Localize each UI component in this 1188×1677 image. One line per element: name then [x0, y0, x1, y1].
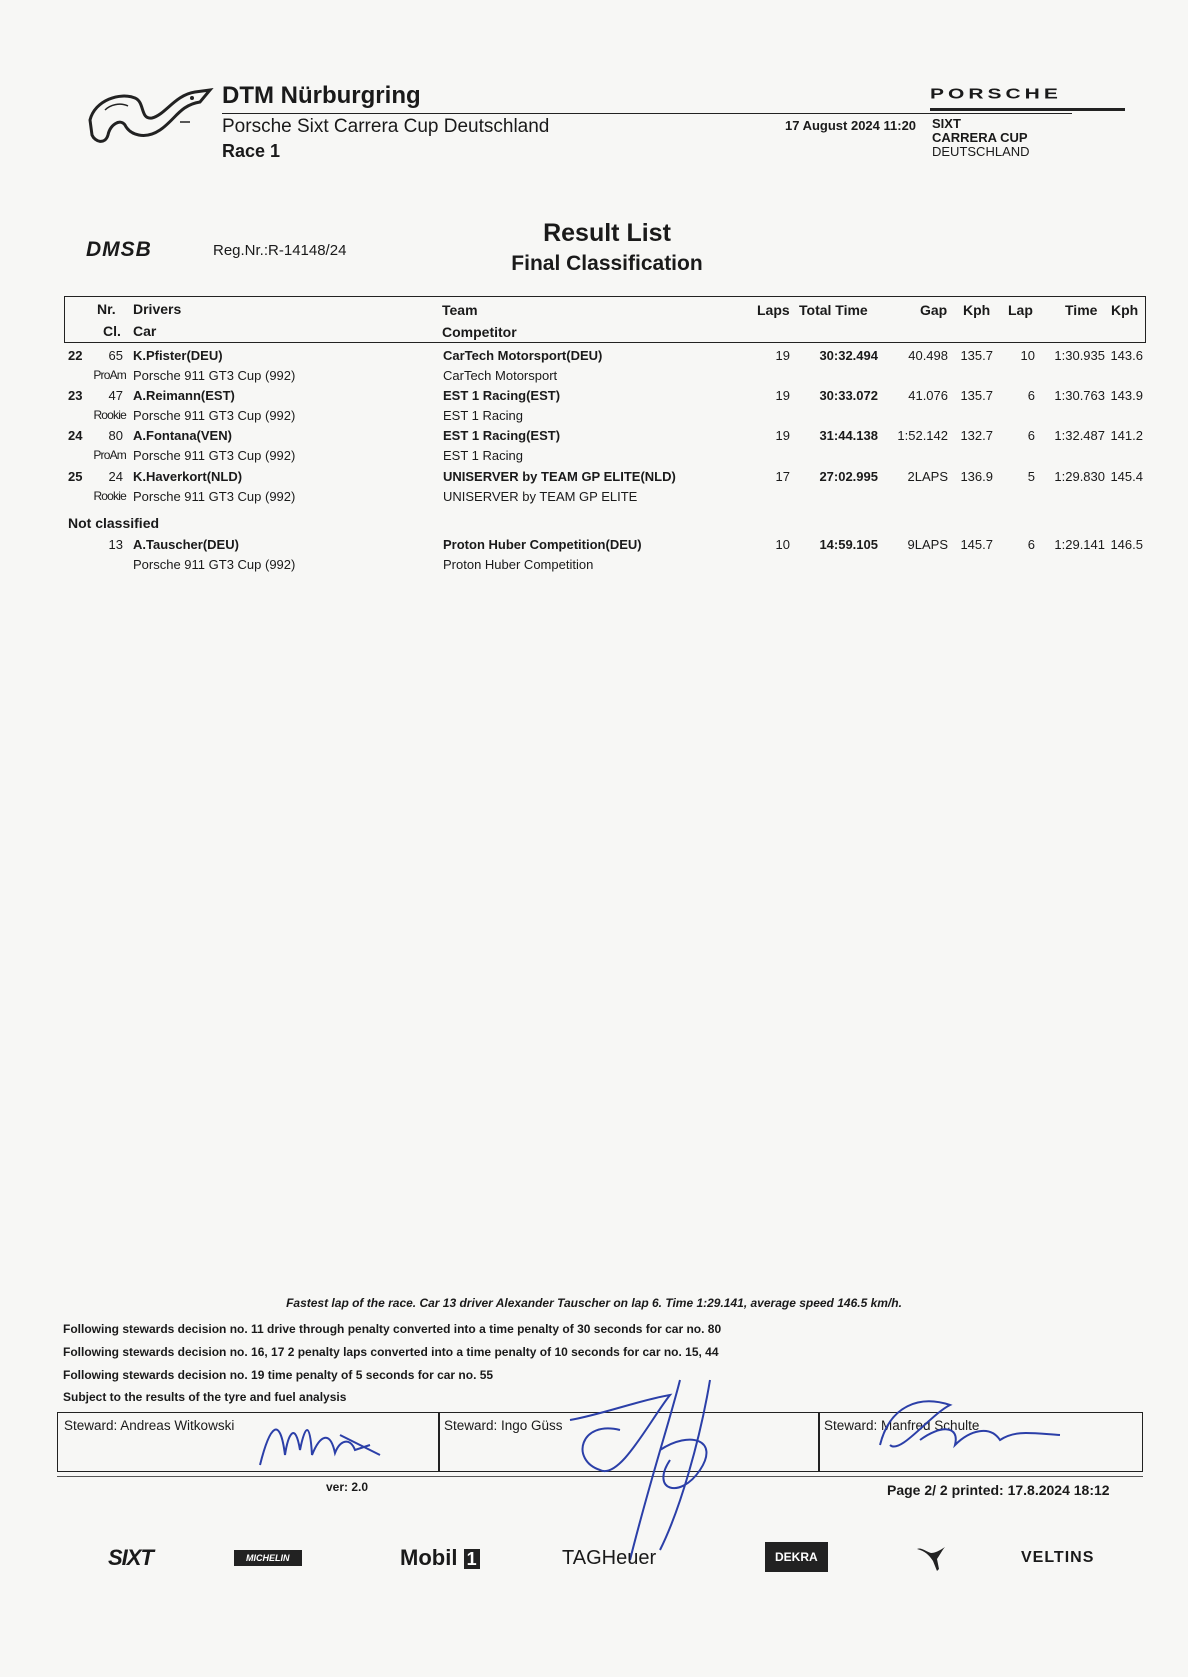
cell-best-time: 1:30.763 [1054, 388, 1105, 403]
michelin-logo: MICHELIN [234, 1550, 302, 1566]
cell-total: 31:44.138 [819, 428, 878, 443]
fastest-lap-note: Fastest lap of the race. Car 13 driver Alexander Tauscher on lap 6. Time 1:29.141, average speed 146.5 km/h. [286, 1296, 902, 1310]
cell-team: EST 1 Racing(EST) [443, 388, 561, 403]
mobil1-logo: Mobil 1 [400, 1545, 480, 1571]
race-name: Race 1 [222, 141, 281, 161]
steward-3: Steward: Manfred Schulte [824, 1418, 980, 1433]
stewards-note-1: Following stewards decision no. 11 drive through penalty converted into a time penalty of 30 seconds for car no. 80 [63, 1322, 722, 1336]
header-best-lap: Lap [1008, 302, 1033, 318]
cell-best-lap: 6 [1027, 428, 1035, 443]
puma-logo [915, 1545, 947, 1573]
cell-car: Porsche 911 GT3 Cup (992) [133, 368, 296, 383]
cell-car: Porsche 911 GT3 Cup (992) [133, 448, 296, 463]
steward-2: Steward: Ingo Güss [444, 1418, 563, 1433]
porsche-logo: PORSCHE [930, 86, 1062, 103]
cell-best-time: 1:29.830 [1054, 469, 1105, 484]
header-kph: Kph [963, 302, 991, 318]
signature-1 [250, 1395, 400, 1475]
cell-car: Porsche 911 GT3 Cup (992) [133, 408, 296, 423]
cell-best-lap: 5 [1027, 469, 1035, 484]
circuit-logo [80, 80, 220, 160]
header-competitor: Competitor [442, 324, 517, 340]
cell-laps: 17 [775, 469, 790, 484]
cell-team: Proton Huber Competition(DEU) [443, 537, 642, 552]
cell-driver: A.Fontana(VEN) [133, 428, 232, 443]
cell-gap: 41.076 [908, 388, 948, 403]
cell-total: 30:33.072 [819, 388, 878, 403]
cell-team: CarTech Motorsport(DEU) [443, 348, 603, 363]
cell-total: 30:32.494 [819, 348, 878, 363]
cell-nr: 47 [108, 388, 123, 403]
series-name: Porsche Sixt Carrera Cup Deutschland [222, 116, 550, 137]
header-gap: Gap [920, 302, 948, 318]
cell-pos: 25 [68, 469, 83, 484]
tagheuer-logo: TAGHeuer [562, 1547, 657, 1569]
cell-nr: 24 [108, 469, 123, 484]
header-total-time: Total Time [799, 302, 868, 318]
cell-team: EST 1 Racing(EST) [443, 428, 561, 443]
cell-best-kph: 146.5 [1110, 537, 1143, 552]
cell-driver: A.Reimann(EST) [133, 388, 235, 403]
cell-gap: 1:52.142 [897, 428, 948, 443]
cell-laps: 19 [775, 348, 790, 363]
cell-best-kph: 145.4 [1110, 469, 1143, 484]
sixt-logo: SIXT [108, 1545, 153, 1570]
cell-best-time: 1:32.487 [1054, 428, 1105, 443]
cell-laps: 19 [775, 428, 790, 443]
signature-3 [860, 1385, 1090, 1465]
version: ver: 2.0 [326, 1480, 369, 1494]
header-laps: Laps [757, 302, 790, 318]
cell-competitor: UNISERVER by TEAM GP ELITE [443, 489, 638, 504]
veltins-logo: VELTINS [1021, 1549, 1095, 1566]
dekra-logo: DEKRA [765, 1542, 828, 1572]
cell-kph: 136.9 [960, 469, 993, 484]
cell-best-lap: 6 [1027, 537, 1035, 552]
cell-best-time: 1:29.141 [1054, 537, 1105, 552]
cell-best-lap: 10 [1020, 348, 1035, 363]
cell-total: 27:02.995 [819, 469, 878, 484]
cell-competitor: EST 1 Racing [443, 448, 523, 463]
table-header [64, 296, 1146, 343]
steward-divider [438, 1413, 440, 1471]
cell-cl: ProAm [93, 448, 126, 462]
cell-car: Porsche 911 GT3 Cup (992) [133, 557, 296, 572]
cell-driver: K.Pfister(DEU) [133, 348, 223, 363]
steward-1: Steward: Andreas Witkowski [64, 1418, 235, 1433]
not-classified-heading: Not classified [68, 515, 160, 531]
cell-driver: A.Tauscher(DEU) [133, 537, 239, 552]
cell-laps: 19 [775, 388, 790, 403]
dmsb-logo: DMSB [86, 238, 152, 261]
cell-best-lap: 6 [1027, 388, 1035, 403]
cell-nr: 65 [108, 348, 123, 363]
header-team: Team [442, 302, 478, 318]
cell-best-kph: 143.9 [1110, 388, 1143, 403]
header-car: Car [133, 323, 157, 339]
sponsor-bar [0, 1545, 1188, 1585]
cell-cl: ProAm [93, 368, 126, 382]
cell-kph: 145.7 [960, 537, 993, 552]
event-title: DTM Nürburgring [222, 82, 421, 109]
race-date: 17 August 2024 11:20 [785, 118, 917, 133]
cell-total: 14:59.105 [819, 537, 878, 552]
signature-2 [560, 1360, 760, 1570]
stewards-note-3: Following stewards decision no. 19 time penalty of 5 seconds for car no. 55 [63, 1368, 494, 1382]
cell-gap: 9LAPS [907, 537, 948, 552]
cell-laps: 10 [775, 537, 790, 552]
page-subtitle: Final Classification [511, 252, 703, 275]
cell-best-kph: 143.6 [1110, 348, 1143, 363]
header-nr: Nr. [97, 301, 116, 317]
cell-pos: 22 [68, 348, 83, 363]
porsche-logo-bar [930, 108, 1125, 111]
cell-nr: 13 [108, 537, 123, 552]
cell-gap: 2LAPS [907, 469, 948, 484]
cell-kph: 135.7 [960, 348, 993, 363]
header-class: Cl. [103, 323, 121, 339]
steward-divider [818, 1413, 820, 1471]
cell-driver: K.Haverkort(NLD) [133, 469, 243, 484]
cell-pos: 23 [68, 388, 83, 403]
cell-nr: 80 [108, 428, 123, 443]
cell-cl: Rookie [93, 489, 126, 503]
cell-pos: 24 [68, 428, 83, 443]
header-drivers: Drivers [133, 301, 182, 317]
cell-gap: 40.498 [908, 348, 948, 363]
cell-best-kph: 141.2 [1110, 428, 1143, 443]
cell-kph: 132.7 [960, 428, 993, 443]
cell-kph: 135.7 [960, 388, 993, 403]
cell-competitor: CarTech Motorsport [443, 368, 558, 383]
cell-best-time: 1:30.935 [1054, 348, 1105, 363]
analysis-note: Subject to the results of the tyre and fuel analysis [63, 1390, 347, 1404]
cell-competitor: EST 1 Racing [443, 408, 523, 423]
cell-car: Porsche 911 GT3 Cup (992) [133, 489, 296, 504]
header-best-kph: Kph [1111, 302, 1139, 318]
page-title: Result List [543, 219, 671, 247]
registration-number: Reg.Nr.:R-14148/24 [213, 242, 347, 259]
cell-cl: Rookie [93, 408, 126, 422]
cell-team: UNISERVER by TEAM GP ELITE(NLD) [443, 469, 676, 484]
carrera-cup-logo: SIXT CARRERA CUP DEUTSCHLAND [932, 116, 1030, 159]
cell-competitor: Proton Huber Competition [443, 557, 594, 572]
header-divider [222, 113, 1072, 114]
header-best-time: Time [1065, 302, 1098, 318]
page-info: Page 2/ 2 printed: 17.8.2024 18:12 [887, 1482, 1110, 1498]
stewards-note-2: Following stewards decision no. 16, 17 2 penalty laps converted into a time penalty of 10 seconds for car no. 15, 44 [63, 1345, 719, 1359]
